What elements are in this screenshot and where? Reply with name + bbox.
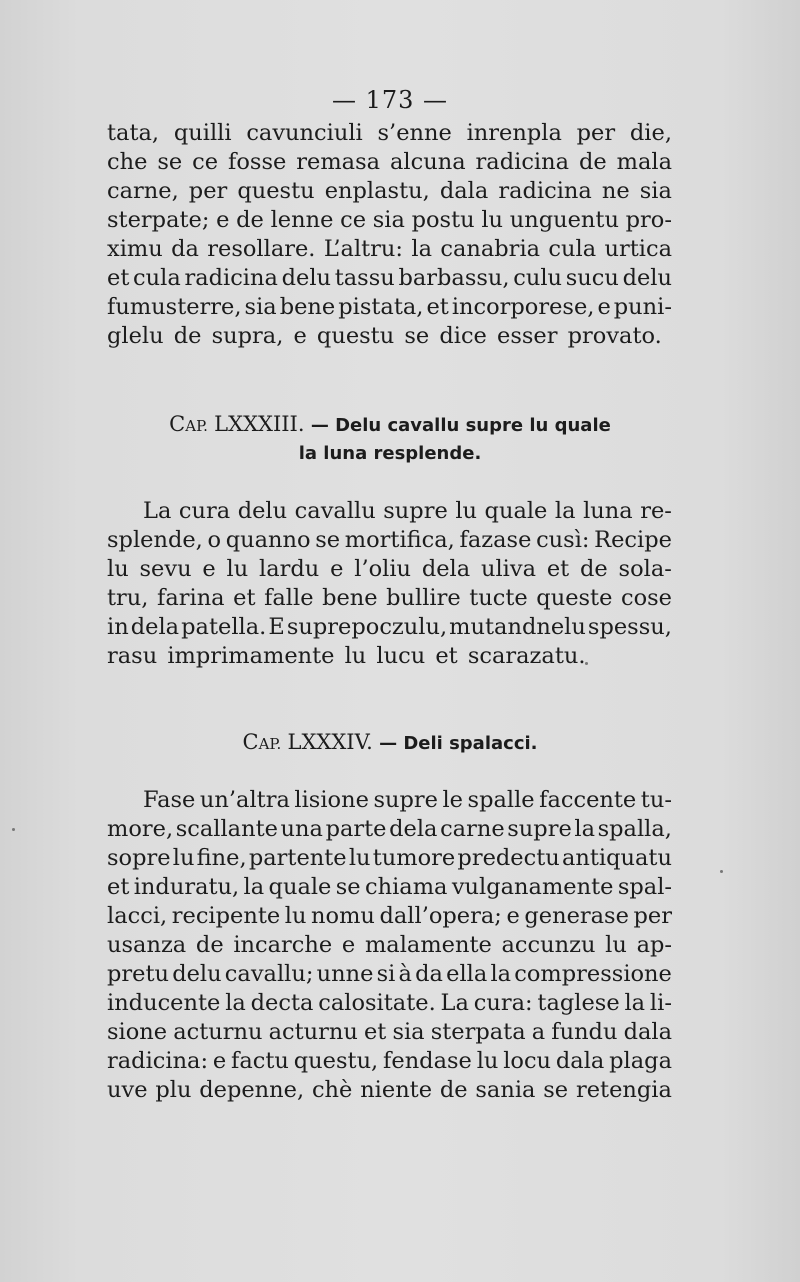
text-line: rasu imprimamente lu lucu et scarazatu. — [107, 643, 586, 669]
text-line: ximu da resollare. L’altru: la canabria cula urtica — [107, 236, 672, 262]
chapter-heading-line — [0, 410, 780, 440]
paper-speck — [585, 662, 588, 665]
text-line: et induratu, la quale se chiama vulganamente spal- — [107, 874, 672, 900]
paragraph-3 — [107, 786, 672, 1105]
text-line: et cula radicina delu tassu barbassu, culu sucu delu — [107, 265, 672, 291]
text-line: sterpate; e de lenne ce sia postu lu unguentu pro- — [107, 207, 672, 233]
chapter-title-continued: la luna resplende. — [298, 443, 482, 464]
chapter-cap-rest: AP. — [185, 417, 208, 435]
chapter-cap-rest: AP. — [258, 735, 282, 753]
text-line: pretu delu cavallu; unne si à da ella la compressione — [107, 961, 672, 987]
text-line: more, scallante una parte dela carne supre la spalla, — [107, 816, 672, 842]
page-number: — 173 — — [331, 86, 449, 114]
chapter-title: — Deli spalacci. — [379, 733, 538, 754]
chapter-cap-initial: C — [169, 412, 186, 436]
chapter-number: LXXXIII. — [214, 412, 305, 436]
text-line: uve plu depenne, chè niente de sania se retengia — [107, 1077, 672, 1103]
text-line: glelu de supra, e questu se dice esser provato. — [107, 323, 662, 349]
text-line: La cura delu cavallu supre lu quale la luna re- — [143, 498, 672, 524]
chapter-cap-initial: C — [242, 730, 259, 754]
paper-speck — [12, 828, 15, 831]
chapter-heading-line — [0, 728, 780, 758]
chapter-title: — Delu cavallu supre lu quale — [310, 415, 611, 436]
chapter-number: LXXXIV. — [287, 730, 373, 754]
text-line: in dela patella. E suprepoczulu, mutandnelu spessu, — [107, 614, 672, 640]
text-line: inducente la decta calositate. La cura: taglese la li- — [107, 990, 672, 1016]
text-line: Fase un’altra lisione supre le spalle faccente tu- — [143, 787, 672, 813]
chapter-heading-84 — [0, 728, 780, 758]
paragraph-2 — [107, 497, 672, 671]
text-line: tru, farina et falle bene bullire tucte queste cose — [107, 585, 672, 611]
paper-speck — [720, 870, 723, 873]
chapter-heading-83 — [0, 410, 780, 468]
text-line: che se ce fosse remasa alcuna radicina de mala — [107, 149, 672, 175]
text-line: lu sevu e lu lardu e l’oliu dela uliva et de sola- — [107, 556, 672, 582]
text-line: fumusterre, sia bene pistata, et incorporese, e puni- — [107, 294, 672, 320]
text-line: sione acturnu acturnu et sia sterpata a fundu dala — [107, 1019, 672, 1045]
text-line: usanza de incarche e malamente accunzu lu ap- — [107, 932, 672, 958]
text-line: radicina: e factu questu, fendase lu locu dala plaga — [107, 1048, 672, 1074]
text-line: tata, quilli cavunciuli s’enne inrenpla per die, — [107, 120, 672, 146]
text-line: lacci, recipente lu nomu dall’opera; e generase per — [107, 903, 672, 929]
text-line: sopre lu fine, partente lu tumore predectu antiquatu — [107, 845, 672, 871]
text-line: splende, o quanno se mortifica, fazase cusì: Recipe — [107, 527, 672, 553]
paragraph-1 — [107, 119, 672, 351]
text-line: carne, per questu enplastu, dala radicina ne sia — [107, 178, 672, 204]
